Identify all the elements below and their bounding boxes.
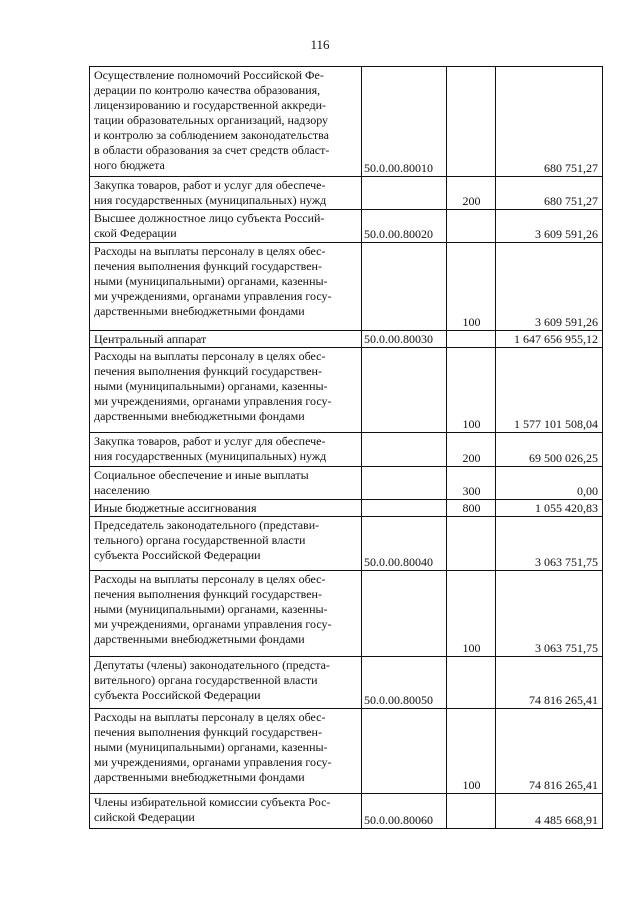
row-sum-cell: 3 063 751,75 bbox=[496, 571, 603, 657]
row-vr-cell bbox=[447, 794, 496, 829]
row-name-cell: Расходы на выплаты персоналу в целях обес- печения выполнения функций государствен- ными (муниципальными) органами, казенны- ми учреждениями, органами управления госу- дарственными внебюджетными фондами bbox=[90, 709, 362, 794]
row-vr-cell: 200 bbox=[447, 433, 496, 467]
row-code-cell: 50.0.00.80060 bbox=[362, 794, 447, 829]
row-name-cell: Члены избирательной комиссии субъекта Рос- сийской Федерации bbox=[90, 794, 362, 829]
row-vr-cell: 100 bbox=[447, 709, 496, 794]
row-name-cell: Осуществление полномочий Российской Фе- дерации по контролю качества образования, лицензированию и государственной аккреди- тации образовательных организаций, надзору и контролю за соблюдением законодательства в области образования за счет средств област- ного бюджета bbox=[90, 67, 362, 177]
row-code-cell: 50.0.00.80010 bbox=[362, 67, 447, 177]
row-name-cell: Расходы на выплаты персоналу в целях обес- печения выполнения функций государствен- ными (муниципальными) органами, казенны- ми учреждениями, органами управления госу- дарственными внебюджетными фондами bbox=[90, 243, 362, 331]
row-name-cell: Высшее должностное лицо субъекта Россий- ской Федерации bbox=[90, 210, 362, 243]
row-code-cell bbox=[362, 348, 447, 433]
row-code-cell: 50.0.00.80020 bbox=[362, 210, 447, 243]
row-vr-cell: 100 bbox=[447, 571, 496, 657]
table-row bbox=[90, 331, 603, 348]
row-vr-cell bbox=[447, 210, 496, 243]
row-name-cell: Депутаты (члены) законодательного (предста- вительного) органа государственной власти субъекта Российской Федерации bbox=[90, 657, 362, 709]
table-row bbox=[90, 177, 603, 210]
row-sum-cell: 3 063 751,75 bbox=[496, 517, 603, 571]
table-row bbox=[90, 467, 603, 500]
row-code-cell bbox=[362, 571, 447, 657]
row-sum-cell: 74 816 265,41 bbox=[496, 709, 603, 794]
table-row bbox=[90, 794, 603, 829]
row-name-cell: Закупка товаров, работ и услуг для обеспече- ния государственных (муниципальных) нужд bbox=[90, 177, 362, 210]
row-vr-cell bbox=[447, 67, 496, 177]
table-row bbox=[90, 571, 603, 657]
table-row bbox=[90, 210, 603, 243]
row-sum-cell: 0,00 bbox=[496, 467, 603, 500]
row-code-cell bbox=[362, 500, 447, 517]
table-row bbox=[90, 517, 603, 571]
row-code-cell: 50.0.00.80050 bbox=[362, 657, 447, 709]
row-vr-cell: 100 bbox=[447, 348, 496, 433]
row-code-cell bbox=[362, 433, 447, 467]
table-row bbox=[90, 348, 603, 433]
row-sum-cell: 1 055 420,83 bbox=[496, 500, 603, 517]
row-name-cell: Расходы на выплаты персоналу в целях обес- печения выполнения функций государствен- ными (муниципальными) органами, казенны- ми учреждениями, органами управления госу- дарственными внебюджетными фондами bbox=[90, 348, 362, 433]
row-vr-cell: 200 bbox=[447, 177, 496, 210]
row-code-cell: 50.0.00.80040 bbox=[362, 517, 447, 571]
row-vr-cell bbox=[447, 657, 496, 709]
row-sum-cell: 74 816 265,41 bbox=[496, 657, 603, 709]
row-vr-cell: 800 bbox=[447, 500, 496, 517]
row-vr-cell: 100 bbox=[447, 243, 496, 331]
row-code-cell: 50.0.00.80030 bbox=[362, 331, 447, 348]
row-code-cell bbox=[362, 177, 447, 210]
row-sum-cell: 69 500 026,25 bbox=[496, 433, 603, 467]
table-row bbox=[90, 657, 603, 709]
budget-table bbox=[89, 66, 603, 829]
row-name-cell: Закупка товаров, работ и услуг для обеспече- ния государственных (муниципальных) нужд bbox=[90, 433, 362, 467]
row-sum-cell: 4 485 668,91 bbox=[496, 794, 603, 829]
row-code-cell bbox=[362, 709, 447, 794]
table-row bbox=[90, 709, 603, 794]
table-row bbox=[90, 433, 603, 467]
page-number: 116 bbox=[310, 37, 330, 52]
budget-table-body bbox=[90, 67, 603, 829]
row-sum-cell: 680 751,27 bbox=[496, 177, 603, 210]
row-sum-cell: 3 609 591,26 bbox=[496, 210, 603, 243]
row-name-cell: Социальное обеспечение и иные выплаты населению bbox=[90, 467, 362, 500]
row-sum-cell: 1 647 656 955,12 bbox=[496, 331, 603, 348]
table-row bbox=[90, 500, 603, 517]
row-code-cell bbox=[362, 243, 447, 331]
row-code-cell bbox=[362, 467, 447, 500]
table-row bbox=[90, 67, 603, 177]
row-vr-cell bbox=[447, 331, 496, 348]
row-sum-cell: 680 751,27 bbox=[496, 67, 603, 177]
row-vr-cell bbox=[447, 517, 496, 571]
row-name-cell: Иные бюджетные ассигнования bbox=[90, 500, 362, 517]
row-vr-cell: 300 bbox=[447, 467, 496, 500]
row-name-cell: Председатель законодательного (представи- тельного) органа государственной власти субъекта Российской Федерации bbox=[90, 517, 362, 571]
row-name-cell: Центральный аппарат bbox=[90, 331, 362, 348]
table-row bbox=[90, 243, 603, 331]
row-sum-cell: 1 577 101 508,04 bbox=[496, 348, 603, 433]
row-name-cell: Расходы на выплаты персоналу в целях обес- печения выполнения функций государствен- ными (муниципальными) органами, казенны- ми учреждениями, органами управления госу- дарственными внебюджетными фондами bbox=[90, 571, 362, 657]
row-sum-cell: 3 609 591,26 bbox=[496, 243, 603, 331]
